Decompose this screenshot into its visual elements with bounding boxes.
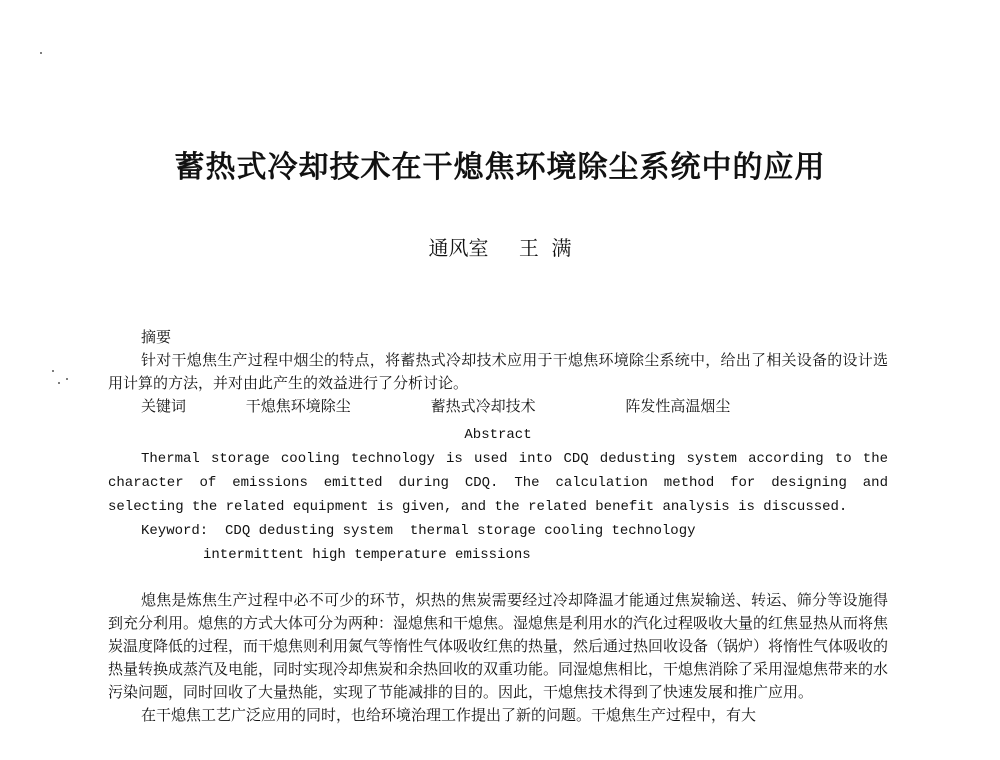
abstract-en — [108, 423, 888, 567]
scan-speck — [58, 382, 60, 384]
keywords-en — [108, 519, 888, 543]
abstract-cn — [108, 326, 888, 418]
keywords-en-line1: CDQ dedusting system thermal storage cooling technology — [225, 523, 696, 539]
scan-speck — [40, 52, 42, 54]
body-text — [108, 589, 888, 727]
scan-speck — [66, 378, 68, 380]
keyword-cn: 蓄热式冷却技术 — [430, 397, 536, 415]
author-name: 王 满 — [518, 236, 572, 260]
keywords-cn — [108, 395, 888, 418]
abstract-cn-text: 针对干熄焦生产过程中烟尘的特点，将蓄热式冷却技术应用于干熄焦环境除尘系统中，给出了相关设备的设计选用计算的方法，并对由此产生的效益进行了分析讨论。 — [108, 351, 888, 392]
abstract-cn-heading: 摘要 — [141, 328, 172, 346]
keyword-cn: 阵发性高温烟尘 — [625, 397, 731, 415]
scan-speck — [52, 370, 54, 372]
paper-title: 蓄热式冷却技术在干熄焦环境除尘系统中的应用 — [174, 150, 826, 185]
keyword-cn: 干熄焦环境除尘 — [245, 397, 351, 415]
body-paragraph: 熄焦是炼焦生产过程中必不可少的环节，炽热的焦炭需要经过冷却降温才能通过焦炭输送、转运、筛分等设施得到充分利用。熄焦的方式大体可分为两种：湿熄焦和干熄焦。湿熄焦是利用水的汽化过程吸收大量的红焦显热从而将焦炭温度降低的过程，而干熄焦则利用氮气等惰性气体吸收红焦的热量，然后通过热回收设备（锅炉）将惰性气体吸收的热量转换成蒸汽及电能，同时实现冷却焦炭和余热回收的双重功能。同湿熄焦相比，干熄焦消除了采用湿熄焦带来的水污染问题，同时回收了大量热能，实现了节能减排的目的。因此，干熄焦技术得到了快速发展和推广应用。 — [108, 591, 889, 701]
abstract-en-text: Thermal storage cooling technology is used into CDQ dedusting system according to the character of emissions emitted during CDQ. The calculation method for designing and selecting the related equipment is given, and the related benefit analysis is discussed. — [108, 451, 888, 515]
author-affiliation: 通风室 — [428, 236, 489, 260]
abstract-en-heading: Abstract — [464, 427, 532, 443]
keywords-en-label: Keyword: — [141, 523, 209, 539]
body-paragraph: 在干熄焦工艺广泛应用的同时，也给环境治理工作提出了新的问题。干熄焦生产过程中，有大 — [141, 706, 757, 724]
keywords-cn-label: 关键词 — [141, 397, 187, 415]
keywords-en-line2: intermittent high temperature emissions — [203, 547, 531, 563]
author-line — [0, 232, 1000, 261]
